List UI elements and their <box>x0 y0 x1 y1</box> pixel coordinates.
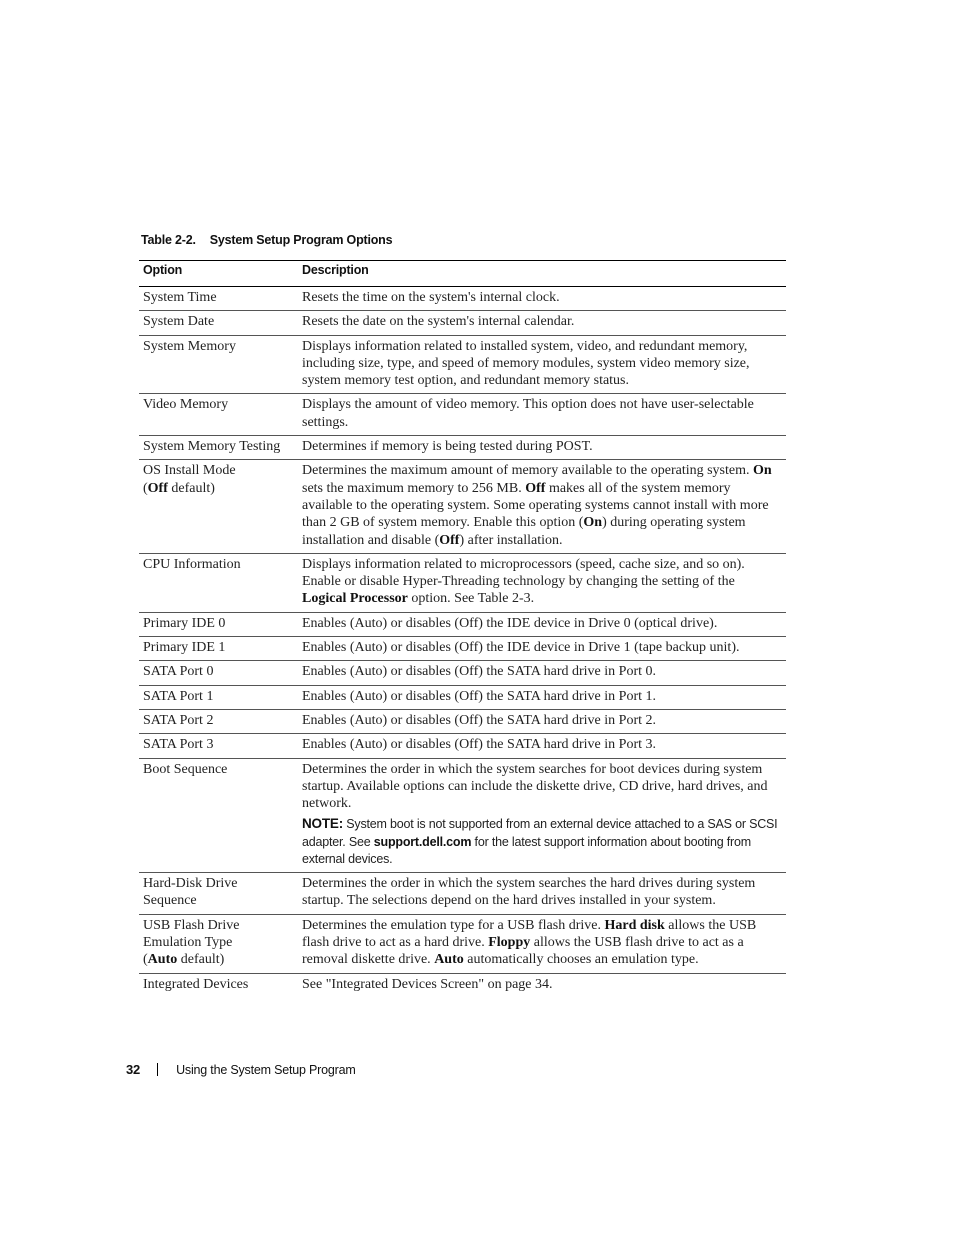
option-cell: Video Memory <box>139 394 298 436</box>
table-row <box>139 553 786 612</box>
description-text: Determines the order in which the system searches for boot devices during system startup. Available options can include the diskette drive, CD drive, hard drives, and network. <box>302 761 768 812</box>
page-footer <box>126 1062 356 1077</box>
option-cell: SATA Port 0 <box>139 661 298 685</box>
table-row <box>139 436 786 460</box>
table-row <box>139 914 786 973</box>
description-cell: Resets the date on the system's internal calendar. <box>298 311 786 335</box>
option-cell: System Memory Testing <box>139 436 298 460</box>
option-cell: System Date <box>139 311 298 335</box>
table-row <box>139 311 786 335</box>
note-block: NOTE: System boot is not supported from an external device attached to a SAS or SCSI adapter. See support.dell.com for the latest support information about booting from external devices. <box>302 816 778 866</box>
table-row <box>139 661 786 685</box>
table-header-row <box>139 261 786 287</box>
option-cell: USB Flash Drive Emulation Type (Auto default) <box>139 914 298 973</box>
description-cell: Displays information related to installed system, video, and redundant memory, including size, type, and speed of memory modules, system video memory size, system memory test option, and redundant memory status. <box>298 335 786 394</box>
description-cell: Displays the amount of video memory. This option does not have user-selectable settings. <box>298 394 786 436</box>
table-title: System Setup Program Options <box>209 233 393 247</box>
description-cell: Enables (Auto) or disables (Off) the SATA hard drive in Port 1. <box>298 685 786 709</box>
table-row <box>139 637 786 661</box>
description-cell: Enables (Auto) or disables (Off) the IDE device in Drive 1 (tape backup unit). <box>298 637 786 661</box>
option-cell: SATA Port 1 <box>139 685 298 709</box>
table-row <box>139 685 786 709</box>
options-table <box>139 260 786 997</box>
table-row <box>139 394 786 436</box>
option-cell: Primary IDE 0 <box>139 612 298 636</box>
option-cell: CPU Information <box>139 553 298 612</box>
description-cell: See "Integrated Devices Screen" on page 34. <box>302 976 553 992</box>
option-cell: System Memory <box>139 335 298 394</box>
description-cell <box>298 758 786 873</box>
description-cell: Resets the time on the system's internal clock. <box>298 287 786 311</box>
table-row <box>139 287 786 311</box>
description-cell: Determines the order in which the system searches the hard drives during system startup. The selections depend on the hard drives installed in your system. <box>298 873 786 915</box>
default-value: Off <box>147 480 168 496</box>
table-row <box>139 873 786 915</box>
description-cell: Enables (Auto) or disables (Off) the IDE device in Drive 0 (optical drive). <box>298 612 786 636</box>
table-caption <box>141 233 392 247</box>
table-row <box>139 758 786 873</box>
description-cell: Determines the emulation type for a USB flash drive. Hard disk allows the USB flash drive to act as a hard drive. Floppy allows the USB flash drive to act as a removal diskette drive. Auto automatically chooses an emulation type. <box>298 914 786 973</box>
page-number: 32 <box>126 1062 141 1077</box>
table-row <box>139 734 786 758</box>
option-name: OS Install Mode <box>143 463 236 479</box>
description-cell: Determines if memory is being tested during POST. <box>298 436 786 460</box>
table-row <box>139 612 786 636</box>
table-row <box>139 709 786 733</box>
support-link[interactable]: support.dell.com <box>373 834 472 849</box>
option-cell: OS Install Mode (Off default) <box>139 460 298 553</box>
column-header-option: Option <box>139 261 298 287</box>
option-cell: Integrated Devices <box>143 976 249 992</box>
table-number: Table 2-2. <box>141 233 196 247</box>
option-cell: SATA Port 3 <box>139 734 298 758</box>
table-row <box>139 460 786 553</box>
table-row <box>139 335 786 394</box>
section-title: Using the System Setup Program <box>176 1063 356 1077</box>
column-header-description: Description <box>298 261 786 287</box>
default-value: Auto <box>147 952 178 968</box>
note-label: NOTE: <box>302 816 343 832</box>
option-cell: SATA Port 2 <box>139 709 298 733</box>
description-cell: Enables (Auto) or disables (Off) the SATA hard drive in Port 2. <box>298 709 786 733</box>
option-cell: Hard-Disk Drive Sequence <box>139 873 298 915</box>
option-name: USB Flash Drive Emulation Type <box>143 917 240 950</box>
description-cell: Enables (Auto) or disables (Off) the SATA hard drive in Port 3. <box>298 734 786 758</box>
option-cell: Primary IDE 1 <box>139 637 298 661</box>
option-cell: System Time <box>139 287 298 311</box>
footer-separator <box>157 1063 158 1076</box>
description-cell: Enables (Auto) or disables (Off) the SATA hard drive in Port 0. <box>298 661 786 685</box>
table-row <box>139 973 786 997</box>
description-cell: Determines the maximum amount of memory available to the operating system. On sets the maximum memory to 256 MB. Off makes all of the system memory available to the operating system. Some operating systems cannot install with more than 2 GB of system memory. Enable this option (On) during operating system installation and disable (Off) after installation. <box>298 460 786 553</box>
option-cell: Boot Sequence <box>139 758 298 873</box>
description-cell: Displays information related to microprocessors (speed, cache size, and so on). Enable or disable Hyper-Threading technology by changing the setting of the Logical Processor option. See Table 2-3. <box>298 553 786 612</box>
